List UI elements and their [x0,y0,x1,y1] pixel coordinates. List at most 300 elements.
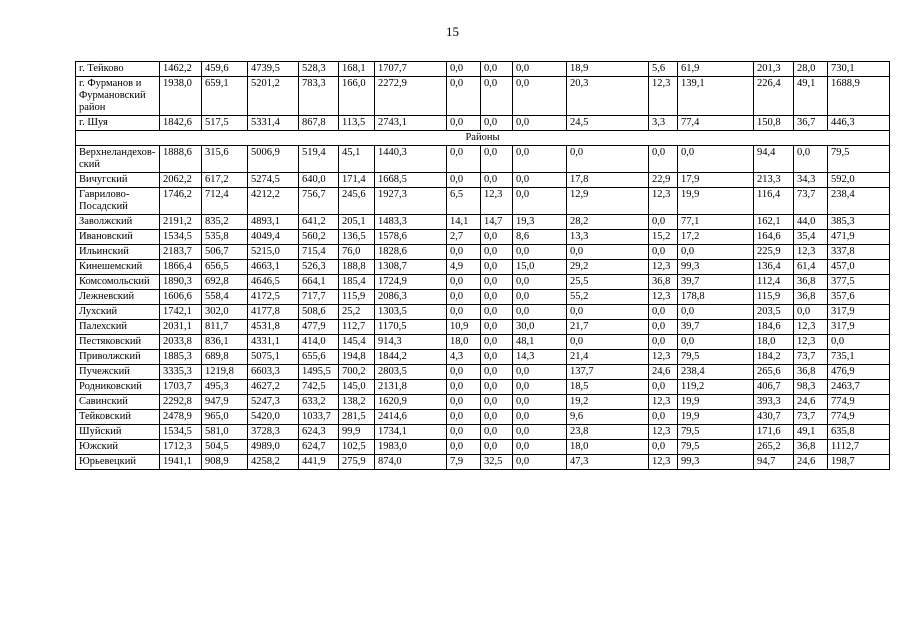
value-cell: 281,5 [339,410,375,425]
value-cell: 430,7 [754,410,794,425]
value-cell: 1938,0 [160,77,202,116]
value-cell: 1112,7 [828,440,890,455]
value-cell: 4646,5 [248,275,299,290]
value-cell: 238,4 [678,365,754,380]
value-cell: 36,8 [794,290,828,305]
value-cell: 656,5 [202,260,248,275]
value-cell: 14,7 [481,215,513,230]
value-cell: 99,3 [678,455,754,470]
value-cell: 4212,2 [248,188,299,215]
value-cell: 0,0 [513,245,567,260]
value-cell: 13,3 [567,230,649,245]
row-name-cell: Вичугский [76,173,160,188]
value-cell: 1983,0 [375,440,447,455]
cities-rows [76,62,890,131]
value-cell: 49,1 [794,77,828,116]
value-cell: 0,0 [513,410,567,425]
value-cell: 12,3 [649,188,678,215]
value-cell: 2191,2 [160,215,202,230]
value-cell: 0,0 [481,425,513,440]
value-cell: 1534,5 [160,425,202,440]
value-cell: 0,0 [649,305,678,320]
value-cell: 6,5 [447,188,481,215]
value-cell: 164,6 [754,230,794,245]
value-cell: 0,0 [513,62,567,77]
value-cell: 1303,5 [375,305,447,320]
page-number: 15 [446,24,459,39]
value-cell: 25,2 [339,305,375,320]
value-cell: 4989,0 [248,440,299,455]
value-cell: 1927,3 [375,188,447,215]
value-cell: 592,0 [828,173,890,188]
value-cell: 0,0 [481,77,513,116]
table-row [76,395,890,410]
value-cell: 18,0 [447,335,481,350]
value-cell: 0,0 [481,230,513,245]
value-cell: 0,0 [481,410,513,425]
value-cell: 14,3 [513,350,567,365]
value-cell: 30,0 [513,320,567,335]
value-cell: 0,0 [513,380,567,395]
row-name-cell: Заволжский [76,215,160,230]
value-cell: 2272,9 [375,77,447,116]
value-cell: 535,8 [202,230,248,245]
value-cell: 36,8 [794,440,828,455]
value-cell: 15,2 [649,230,678,245]
value-cell: 119,2 [678,380,754,395]
value-cell: 0,0 [649,146,678,173]
value-cell: 774,9 [828,395,890,410]
value-cell: 406,7 [754,380,794,395]
value-cell: 689,8 [202,350,248,365]
value-cell: 1712,3 [160,440,202,455]
value-cell: 12,3 [794,320,828,335]
value-cell: 337,8 [828,245,890,260]
value-cell: 1578,6 [375,230,447,245]
value-cell: 1033,7 [299,410,339,425]
value-cell: 94,4 [754,146,794,173]
value-cell: 1828,6 [375,245,447,260]
row-name-cell: Лежневский [76,290,160,305]
value-cell: 4049,4 [248,230,299,245]
value-cell: 0,0 [649,320,678,335]
value-cell: 1866,4 [160,260,202,275]
value-cell: 0,0 [649,215,678,230]
row-name-cell: Лухский [76,305,160,320]
value-cell: 0,0 [447,365,481,380]
value-cell: 0,0 [447,275,481,290]
value-cell: 3335,3 [160,365,202,380]
row-name-cell: Комсомольский [76,275,160,290]
value-cell: 526,3 [299,260,339,275]
value-cell: 2131,8 [375,380,447,395]
value-cell: 1495,5 [299,365,339,380]
value-cell: 835,2 [202,215,248,230]
value-cell: 0,0 [481,245,513,260]
value-cell: 55,2 [567,290,649,305]
row-name-cell: Шуйский [76,425,160,440]
value-cell: 201,3 [754,62,794,77]
value-cell: 2033,8 [160,335,202,350]
value-cell: 162,1 [754,215,794,230]
value-cell: 519,4 [299,146,339,173]
table-row [76,320,890,335]
value-cell: 2478,9 [160,410,202,425]
value-cell: 1534,5 [160,230,202,245]
value-cell: 24,6 [794,395,828,410]
value-cell: 1842,6 [160,116,202,131]
table-row [76,146,890,173]
value-cell: 471,9 [828,230,890,245]
value-cell: 213,3 [754,173,794,188]
value-cell: 712,4 [202,188,248,215]
value-cell: 2086,3 [375,290,447,305]
row-name-cell: Юрьевецкий [76,455,160,470]
value-cell: 377,5 [828,275,890,290]
value-cell: 61,9 [678,62,754,77]
value-cell: 18,0 [754,335,794,350]
value-cell: 357,6 [828,290,890,305]
value-cell: 29,2 [567,260,649,275]
value-cell: 1703,7 [160,380,202,395]
value-cell: 18,5 [567,380,649,395]
value-cell: 0,0 [794,305,828,320]
value-cell: 0,0 [794,146,828,173]
value-cell: 3,3 [649,116,678,131]
value-cell: 19,9 [678,188,754,215]
value-cell: 0,0 [678,335,754,350]
value-cell: 150,8 [754,116,794,131]
value-cell: 315,6 [202,146,248,173]
value-cell: 0,0 [481,380,513,395]
value-cell: 1483,3 [375,215,447,230]
value-cell: 79,5 [678,350,754,365]
table-row [76,116,890,131]
value-cell: 0,0 [447,395,481,410]
value-cell: 0,0 [567,146,649,173]
table-row [76,440,890,455]
value-cell: 1844,2 [375,350,447,365]
value-cell: 0,0 [567,245,649,260]
value-cell: 1606,6 [160,290,202,305]
value-cell: 5274,5 [248,173,299,188]
value-cell: 12,3 [649,425,678,440]
value-cell: 0,0 [567,305,649,320]
value-cell: 0,0 [513,395,567,410]
row-name-cell: Гаврилово-Посадский [76,188,160,215]
value-cell: 0,0 [481,350,513,365]
value-cell: 77,1 [678,215,754,230]
value-cell: 184,2 [754,350,794,365]
table-row [76,380,890,395]
value-cell: 18,9 [567,62,649,77]
value-cell: 34,3 [794,173,828,188]
row-name-cell: Тейковский [76,410,160,425]
value-cell: 79,5 [678,440,754,455]
value-cell: 265,2 [754,440,794,455]
table-row [76,260,890,275]
value-cell: 5201,2 [248,77,299,116]
value-cell: 558,4 [202,290,248,305]
value-cell: 477,9 [299,320,339,335]
value-cell: 0,0 [447,77,481,116]
value-cell: 0,0 [481,290,513,305]
table-row [76,215,890,230]
value-cell: 0,0 [513,188,567,215]
value-cell: 730,1 [828,62,890,77]
row-name-cell: Пучежский [76,365,160,380]
value-cell: 36,8 [794,275,828,290]
value-cell: 36,8 [649,275,678,290]
value-cell: 0,0 [481,275,513,290]
value-cell: 20,3 [567,77,649,116]
value-cell: 1890,3 [160,275,202,290]
row-name-cell: Верхнеландеховский [76,146,160,173]
value-cell: 0,0 [649,440,678,455]
value-cell: 198,7 [828,455,890,470]
value-cell: 1688,9 [828,77,890,116]
value-cell: 21,7 [567,320,649,335]
value-cell: 17,8 [567,173,649,188]
value-cell: 0,0 [481,440,513,455]
value-cell: 73,7 [794,410,828,425]
value-cell: 0,0 [447,146,481,173]
value-cell: 0,0 [481,305,513,320]
table-row [76,188,890,215]
value-cell: 4739,5 [248,62,299,77]
value-cell: 0,0 [513,305,567,320]
value-cell: 664,1 [299,275,339,290]
value-cell: 1440,3 [375,146,447,173]
value-cell: 0,0 [481,116,513,131]
value-cell: 5075,1 [248,350,299,365]
value-cell: 4663,1 [248,260,299,275]
value-cell: 528,3 [299,62,339,77]
value-cell: 1724,9 [375,275,447,290]
value-cell: 19,3 [513,215,567,230]
value-cell: 446,3 [828,116,890,131]
value-cell: 12,3 [649,455,678,470]
value-cell: 715,4 [299,245,339,260]
value-cell: 9,6 [567,410,649,425]
value-cell: 12,3 [649,395,678,410]
value-cell: 617,2 [202,173,248,188]
value-cell: 1941,1 [160,455,202,470]
table-row [76,410,890,425]
value-cell: 113,5 [339,116,375,131]
value-cell: 4177,8 [248,305,299,320]
value-cell: 14,1 [447,215,481,230]
value-cell: 203,5 [754,305,794,320]
value-cell: 0,0 [513,290,567,305]
statistics-table [75,61,890,470]
value-cell: 717,7 [299,290,339,305]
value-cell: 21,4 [567,350,649,365]
value-cell: 44,0 [794,215,828,230]
row-name-cell: г. Шуя [76,116,160,131]
value-cell: 1308,7 [375,260,447,275]
value-cell: 0,0 [649,380,678,395]
value-cell: 476,9 [828,365,890,380]
value-cell: 635,8 [828,425,890,440]
table-row [76,245,890,260]
value-cell: 136,5 [339,230,375,245]
value-cell: 4531,8 [248,320,299,335]
value-cell: 145,0 [339,380,375,395]
value-cell: 459,6 [202,62,248,77]
value-cell: 15,0 [513,260,567,275]
value-cell: 12,3 [649,260,678,275]
value-cell: 77,4 [678,116,754,131]
value-cell: 1462,2 [160,62,202,77]
table-row [76,290,890,305]
value-cell: 76,0 [339,245,375,260]
value-cell: 171,4 [339,173,375,188]
value-cell: 774,9 [828,410,890,425]
value-cell: 4,3 [447,350,481,365]
table-row [76,425,890,440]
row-name-cell: Южский [76,440,160,455]
value-cell: 4172,5 [248,290,299,305]
value-cell: 0,0 [447,116,481,131]
value-cell: 99,3 [678,260,754,275]
value-cell: 735,1 [828,350,890,365]
value-cell: 73,7 [794,188,828,215]
value-cell: 0,0 [513,440,567,455]
value-cell: 138,2 [339,395,375,410]
table-row [76,230,890,245]
value-cell: 12,3 [649,77,678,116]
table-row [76,77,890,116]
value-cell: 25,5 [567,275,649,290]
table-row [76,305,890,320]
value-cell: 79,5 [828,146,890,173]
value-cell: 0,0 [481,335,513,350]
value-cell: 48,1 [513,335,567,350]
value-cell: 115,9 [339,290,375,305]
value-cell: 3728,3 [248,425,299,440]
value-cell: 2183,7 [160,245,202,260]
value-cell: 0,0 [447,290,481,305]
districts-rows [76,146,890,470]
value-cell: 0,0 [513,116,567,131]
section-header [76,131,890,146]
value-cell: 5247,3 [248,395,299,410]
value-cell: 0,0 [649,410,678,425]
value-cell: 8,6 [513,230,567,245]
row-name-cell: Приволжский [76,350,160,365]
value-cell: 39,7 [678,320,754,335]
table-row [76,455,890,470]
value-cell: 0,0 [513,365,567,380]
value-cell: 0,0 [481,395,513,410]
value-cell: 49,1 [794,425,828,440]
value-cell: 22,9 [649,173,678,188]
value-cell: 102,5 [339,440,375,455]
value-cell: 1620,9 [375,395,447,410]
value-cell: 0,0 [447,245,481,260]
value-cell: 1707,7 [375,62,447,77]
value-cell: 0,0 [481,62,513,77]
value-cell: 19,9 [678,410,754,425]
value-cell: 1746,2 [160,188,202,215]
value-cell: 0,0 [447,410,481,425]
value-cell: 184,6 [754,320,794,335]
value-cell: 73,7 [794,350,828,365]
value-cell: 655,6 [299,350,339,365]
value-cell: 245,6 [339,188,375,215]
value-cell: 6603,3 [248,365,299,380]
value-cell: 0,0 [447,440,481,455]
value-cell: 700,2 [339,365,375,380]
value-cell: 624,7 [299,440,339,455]
value-cell: 504,5 [202,440,248,455]
value-cell: 112,7 [339,320,375,335]
value-cell: 45,1 [339,146,375,173]
value-cell: 1170,5 [375,320,447,335]
value-cell: 692,8 [202,275,248,290]
value-cell: 0,0 [447,173,481,188]
value-cell: 39,7 [678,275,754,290]
value-cell: 2803,5 [375,365,447,380]
value-cell: 506,7 [202,245,248,260]
table-row [76,365,890,380]
value-cell: 0,0 [678,245,754,260]
value-cell: 32,5 [481,455,513,470]
value-cell: 0,0 [649,335,678,350]
row-name-cell: г. Фурманов и Фурмановский район [76,77,160,116]
value-cell: 1219,8 [202,365,248,380]
value-cell: 385,3 [828,215,890,230]
value-cell: 23,8 [567,425,649,440]
value-cell: 0,0 [447,425,481,440]
value-cell: 0,0 [481,365,513,380]
value-cell: 10,9 [447,320,481,335]
value-cell: 659,1 [202,77,248,116]
table-row [76,275,890,290]
value-cell: 12,3 [481,188,513,215]
table-row [76,335,890,350]
value-cell: 441,9 [299,455,339,470]
value-cell: 24,6 [649,365,678,380]
value-cell: 0,0 [513,455,567,470]
value-cell: 836,1 [202,335,248,350]
value-cell: 0,0 [678,146,754,173]
value-cell: 1668,5 [375,173,447,188]
value-cell: 640,0 [299,173,339,188]
value-cell: 0,0 [567,335,649,350]
value-cell: 624,3 [299,425,339,440]
value-cell: 5215,0 [248,245,299,260]
value-cell: 115,9 [754,290,794,305]
value-cell: 0,0 [678,305,754,320]
value-cell: 4,9 [447,260,481,275]
value-cell: 0,0 [649,245,678,260]
value-cell: 317,9 [828,305,890,320]
value-cell: 633,2 [299,395,339,410]
value-cell: 393,3 [754,395,794,410]
value-cell: 0,0 [481,146,513,173]
value-cell: 36,8 [794,365,828,380]
value-cell: 136,4 [754,260,794,275]
value-cell: 0,0 [447,380,481,395]
value-cell: 12,3 [649,290,678,305]
value-cell: 166,0 [339,77,375,116]
value-cell: 2292,8 [160,395,202,410]
value-cell: 0,0 [481,173,513,188]
value-cell: 414,0 [299,335,339,350]
value-cell: 238,4 [828,188,890,215]
